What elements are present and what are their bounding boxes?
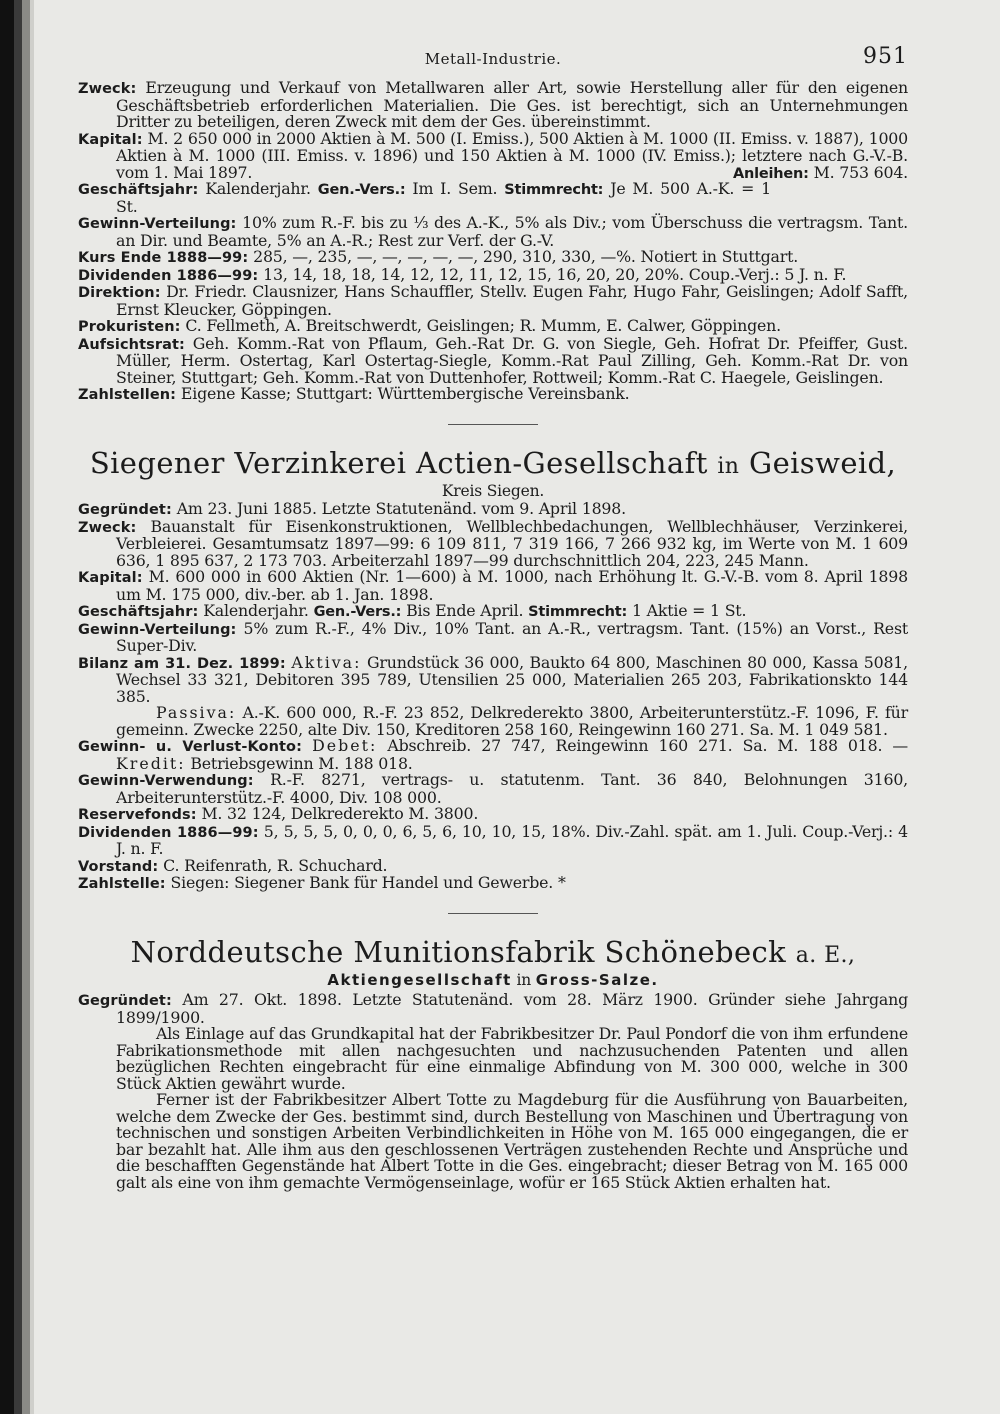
entry-label: Zahlstelle:: [78, 876, 166, 892]
running-head-title: Metall-Industrie.: [424, 50, 562, 68]
entry-label: Stimmrecht:: [504, 182, 604, 198]
entry-label: Gewinn-Verwendung:: [78, 773, 254, 789]
entry-text: 285, —, 235, —, —, —, —, —, 290, 310, 330, —%. Notiert in Stuttgart.: [253, 247, 799, 266]
entry-text: Am 23. Juni 1885. Letzte Statutenänd. vom 9. April 1898.: [176, 499, 626, 518]
entry-label: Zweck:: [78, 519, 137, 536]
entry-label: Prokuristen:: [78, 319, 181, 335]
company-entry-norddeutsche-munitionsfabrik: [78, 936, 908, 1192]
entry-zahlstellen: [78, 386, 908, 404]
entry-label: Gewinn- u. Verlust-Konto:: [78, 739, 303, 755]
entry-label: Gewinn-Verteilung:: [78, 621, 237, 638]
entry-zweck: [78, 80, 908, 131]
anleihen-inline: [732, 162, 908, 183]
entry-label: Gewinn-Verteilung:: [78, 216, 237, 232]
entry-text: Bauanstalt für Eisenkonstruktionen, Wellblechbedachungen, Wellblechhäuser, Verzinkerei, Verbleierei. Gesamtumsatz 1897—99: 6 109 811, 7 319 166, 7 266 932 kg, im Werte von M. 1 609 636, 1 895 637, 2 173 703. Arbeiterzahl 1897—99 durchschnittlich 204, 223, 245 Mann.: [116, 516, 908, 570]
company-subtitle-bold: Gross-Salze.: [535, 970, 659, 989]
entry-text: Im I. Sem.: [412, 179, 498, 198]
entry-label: Gegründet:: [78, 502, 172, 518]
entry-text: Betriebsgewinn M. 188 018.: [190, 753, 413, 773]
entry-text: 5% zum R.-F., 4% Div., 10% Tant. an A.-R., vertragsm. Tant. (15%) an Vorst., Rest Super-Div.: [116, 618, 908, 655]
section-divider: [448, 424, 538, 425]
entry-gewinn-verteilung: [78, 618, 908, 655]
entry-gewinn-verlust-konto: [78, 738, 908, 772]
entry-text: R.-F. 8271, vertrags- u. statutenm. Tant. 36 840, Belohnungen 3160, Arbeiterunterstütz.-F. 4000, Div. 108 000.: [116, 770, 908, 807]
entry-label: Kapital:: [78, 131, 143, 148]
entry-text: C. Fellmeth, A. Breitschwerdt, Geislingen; R. Mumm, E. Calwer, Göppingen.: [185, 316, 781, 335]
paragraph-einlage: Als Einlage auf das Grundkapital hat der Fabrikbesitzer Dr. Paul Pondorf die von ihm erfundene Fabrikationsmethode mit allen nachgesuchten und nachzusuchenden Patenten und allen bezüglichen Rechten eingebracht für eine einmalige Abfindung von M. 300 000, welche in 300 Stück Aktien gewährt wurde.: [116, 1024, 908, 1093]
company-subtitle-in: in: [511, 970, 536, 989]
entry-label: Gen.-Vers.:: [317, 182, 406, 198]
entry-gewinn-verteilung: [78, 215, 908, 249]
entry-label: Dividenden 1886—99:: [78, 824, 259, 841]
book-binding-edge: [0, 0, 34, 1414]
company-title-part: a. E.,: [795, 942, 856, 968]
company-subtitle: Kreis Siegen.: [441, 481, 545, 500]
entry-text: 13, 14, 18, 18, 14, 12, 12, 11, 12, 15, 16, 20, 20, 20%. Coup.-Verj.: 5 J. n. F.: [263, 264, 847, 284]
entry-text: Abschreib. 27 747, Reingewinn 160 271. Sa. M. 188 018. —: [387, 736, 908, 755]
entry-label: Bilanz am 31. Dez. 1899:: [78, 655, 286, 672]
company-entry-metallwaren: [78, 80, 908, 404]
entry-label: Kurs Ende 1888—99:: [78, 250, 249, 266]
company-title-part: Norddeutsche Munitionsfabrik Schönebeck: [130, 934, 796, 969]
entry-text: Kalenderjahr.: [203, 601, 309, 620]
entry-text: Grundstück 36 000, Baukto 64 800, Maschinen 80 000, Kassa 5081, Wechsel 33 321, Debitoren 395 789, Utensilien 25 000, Materialien 265 203, Fabrikationskto 144 385.: [116, 652, 908, 706]
passiva-word: Passiva:: [156, 703, 237, 722]
entry-text: Je M. 500 A.-K. = 1 St.: [116, 179, 771, 216]
entry-text: 10% zum R.-F. bis zu ⅓ des A.-K., 5% als Div.; vom Überschuss die vertragsm. Tant. an Dir. und Beamte, 5% an A.-R.; Rest zur Verf. der G.-V.: [116, 213, 908, 250]
entry-label: Anleihen:: [732, 165, 809, 182]
entry-geschaeftsjahr: [78, 181, 908, 215]
entry-text: A.-K. 600 000, R.-F. 23 852, Delkrederekto 3800, Arbeiterunterstütz.-F. 1096, F. für gemeinn. Zwecke 2250, alte Div. 150, Kreditoren 258 160, Reingewinn 160 271. Sa. M. 1 049 581.: [116, 703, 908, 739]
company-title-in: in: [717, 453, 740, 479]
entry-kapital: [78, 569, 908, 603]
entry-text: Erzeugung und Verkauf von Metallwaren aller Art, sowie Herstellung aller für den eigenen Geschäftsbetrieb erforderlichen Materialien. Die Ges. ist berechtigt, sich an Unternehmungen Dritter zu beteiligen, deren Zweck mit dem der Ges. übereinstimmt.: [116, 78, 908, 131]
entry-text: Geh. Komm.-Rat von Pflaum, Geh.-Rat Dr. G. von Siegle, Geh. Hofrat Dr. Pfeiffer, Gust. Müller, Herm. Ostertag, Karl Ostertag-Siegle, Komm.-Rat Paul Zilling, Geh. Komm.-Rat Dr. von Steiner, Stuttgart; Geh. Komm.-Rat von Duttenhofer, Rottweil; Komm.-Rat C. Haegele, Geislingen.: [116, 333, 909, 387]
entry-kapital: [78, 128, 908, 182]
company-subtitle-bold: Aktiengesellschaft: [327, 970, 512, 989]
company-title-part: Geisweid,: [739, 445, 897, 480]
page-body: [78, 80, 908, 1191]
entry-bilanz-passiva: [78, 705, 908, 738]
entry-gegruendet: [78, 992, 908, 1026]
entry-text: M. 600 000 in 600 Aktien (Nr. 1—600) à M. 1000, nach Erhöhung lt. G.-V.-B. vom 8. April 1898 um M. 175 000, div.-ber. ab 1. Jan. 1898.: [116, 567, 908, 604]
entry-text: 5, 5, 5, 5, 0, 0, 0, 6, 5, 6, 10, 10, 15, 18%. Div.-Zahl. spät. am 1. Juli. Coup.-Verj.: 4 J. n. F.: [116, 821, 908, 858]
entry-label: Zweck:: [78, 81, 137, 97]
entry-bilanz-aktiva: [78, 652, 908, 706]
entry-text: M. 32 124, Delkrederekto M. 3800.: [201, 804, 479, 823]
entry-label: Zahlstellen:: [78, 387, 177, 403]
entry-text: Siegen: Siegener Bank für Handel und Gewerbe. *: [170, 873, 566, 892]
entry-label: Reservefonds:: [78, 807, 197, 823]
debet-word: Debet:: [312, 736, 378, 755]
entry-label: Stimmrecht:: [528, 604, 628, 620]
entry-zahlstelle: [78, 875, 908, 893]
entry-aufsichtsrat: [78, 333, 909, 387]
entry-text: Bis Ende April.: [406, 601, 524, 620]
entry-dividenden: [78, 821, 908, 858]
book-page: [78, 44, 908, 1394]
page-number: 951: [863, 44, 908, 69]
entry-text: M. 2 650 000 in 2000 Aktien à M. 500 (I. Emiss.), 500 Aktien à M. 1000 (II. Emiss. v. 1887), 1000 Aktien à M. 1000 (III. Emiss. v. 1896) und 150 Aktien à M. 1000 (IV. Emiss.); letztere nach G.-V.-B. vom 1. Mai 1897.: [116, 128, 908, 182]
entry-text: 1 Aktie = 1 St.: [631, 601, 747, 620]
paragraph-totte: Ferner ist der Fabrikbesitzer Albert Totte zu Magdeburg für die Ausführung von Bauarbeiten, welche dem Zwecke der Ges. bestimmt sind, durch Bestellung von Maschinen und Übertragung von technischen und sonstigen Arbeiten Verbindlichkeiten in Höhe von M. 165 000 eingegangen, die er bar bezahlt hat. Alle ihm aus den geschlossenen Verträgen zustehenden Rechte und Ansprüche und die beschafften Gegenstände hat Albert Totte in die Ges. eingebracht; dieser Betrag von M. 165 000 galt als eine von ihm gemachte Vermögenseinlage, wofür er 165 Stück Aktien erhalten hat.: [116, 1090, 908, 1192]
company-title: [78, 936, 908, 972]
section-divider: [448, 913, 538, 914]
running-head: [78, 44, 908, 80]
company-title-part: Siegener Verzinkerei Actien-Gesellschaft: [89, 445, 718, 480]
entry-label: Kapital:: [78, 570, 143, 586]
company-title: [78, 447, 908, 483]
aktiva-word: Aktiva:: [291, 652, 362, 672]
entry-label: Geschäftsjahr:: [78, 604, 199, 620]
entry-label: Geschäftsjahr:: [78, 182, 199, 198]
entry-label: Gen.-Vers.:: [313, 604, 402, 620]
entry-text: Am 27. Okt. 1898. Letzte Statutenänd. vom 28. März 1900. Gründer siehe Jahrgang 1899/1900.: [116, 990, 909, 1027]
entry-label: Direktion:: [78, 285, 161, 301]
entry-text: Eigene Kasse; Stuttgart: Württembergische Vereinsbank.: [180, 384, 630, 403]
entry-label: Gegründet:: [78, 993, 172, 1009]
kredit-word: Kredit:: [116, 753, 186, 773]
company-entry-siegener-verzinkerei: [78, 447, 908, 893]
entry-gewinn-verwendung: [78, 772, 908, 806]
entry-text: M. 753 604.: [813, 162, 908, 182]
entry-text: Kalenderjahr.: [205, 179, 311, 198]
entry-text: C. Reifenrath, R. Schuchard.: [163, 855, 388, 875]
entry-direktion: [78, 284, 908, 318]
entry-label: Dividenden 1886—99:: [78, 267, 259, 284]
entry-zweck: [78, 516, 908, 570]
entry-label: Aufsichtsrat:: [78, 336, 185, 353]
entry-text: Dr. Friedr. Clausnizer, Hans Schauffler, Stellv. Eugen Fahr, Hugo Fahr, Geislingen; Adolf Safft, Ernst Kleucker, Göppingen.: [116, 282, 908, 319]
company-subtitle: [78, 972, 908, 989]
entry-label: Vorstand:: [78, 858, 159, 875]
